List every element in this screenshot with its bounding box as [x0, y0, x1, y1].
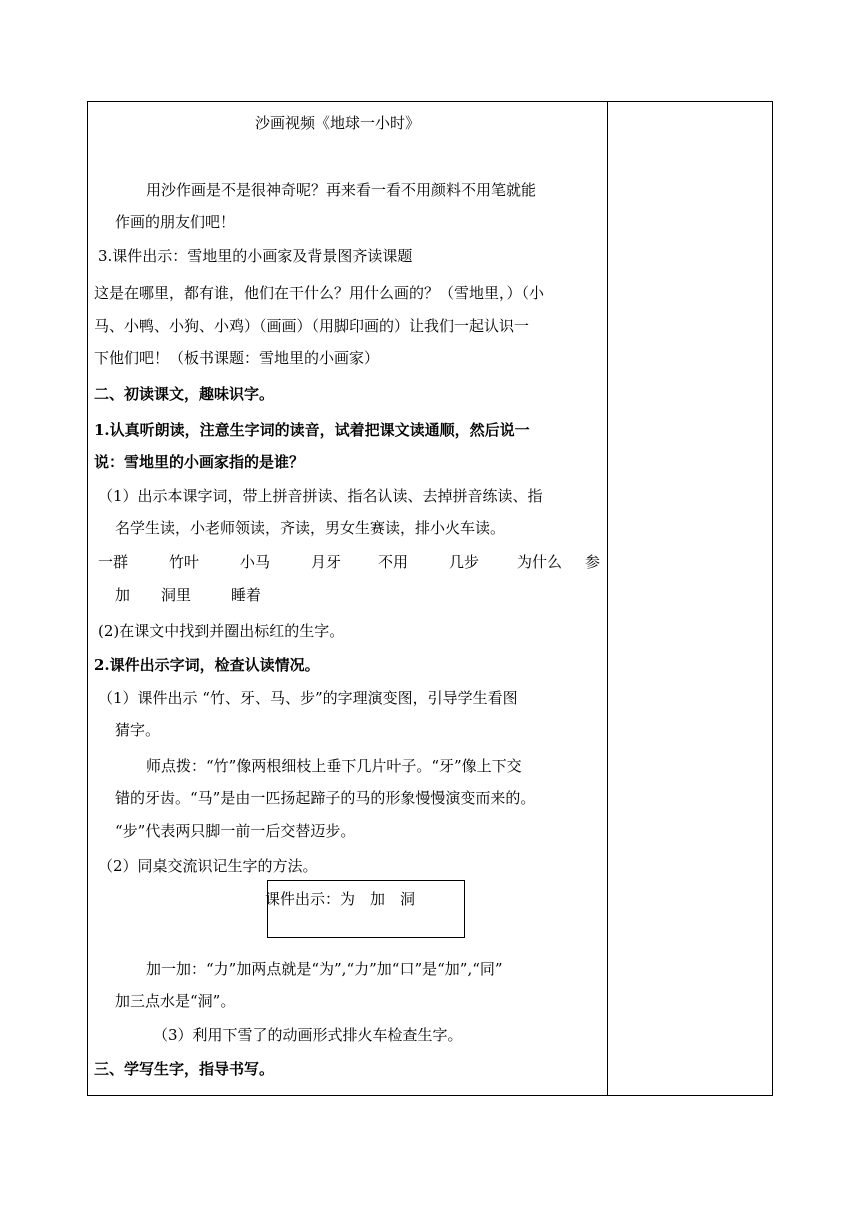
sub5-line: （3）利用下雪了的动画形式排火车检查生字。: [153, 1026, 463, 1044]
para2-line3: 下他们吧！（板书课题：雪地里的小画家）: [94, 349, 380, 367]
word-item: 洞里: [161, 586, 192, 604]
add-note-line2: 加三点水是“洞”。: [115, 992, 236, 1010]
sub2-line: (2)在课文中找到并圈出标红的生字。: [98, 622, 345, 640]
column-divider: [607, 101, 608, 1096]
note1-line3: “步”代表两只脚一前一后交替迈步。: [115, 822, 356, 840]
word-item: 竹叶: [169, 553, 200, 571]
para2-line2: 马、小鸭、小狗、小鸡）（画画）（用脚印画的）让我们一起认识一: [94, 317, 530, 335]
word-item: 睡着: [231, 586, 262, 604]
step2-line: 2.课件出示字词，检查认读情况。: [94, 656, 320, 674]
add-note-line1: 加一加：“力”加两点就是“为”,“力”加“口”是“加”,“同”: [146, 960, 503, 978]
section3-heading: 三、学写生字，指导书写。: [94, 1060, 275, 1078]
word-item: 加: [115, 586, 131, 604]
word-item: 几步: [449, 553, 480, 571]
sub1-line1: （1）出示本课字词，带上拼音拼读、指名认读、去掉拼音练读、指: [98, 487, 543, 505]
para2-line1: 这是在哪里，都有谁，他们在干什么？用什么画的？（雪地里，）（小: [94, 284, 545, 302]
step1-line1: 1.认真听朗读，注意生字词的读音，试着把课文读通顺，然后说一: [94, 421, 530, 439]
note1-line1: 师点拨：“竹”像两根细枝上垂下几片叶子。“牙”像上下交: [146, 757, 522, 775]
step3-line: 3.课件出示：雪地里的小画家及背景图齐读课题: [98, 247, 413, 265]
section2-heading: 二、初读课文，趣味识字。: [94, 385, 275, 403]
word-item: 为什么: [517, 553, 563, 571]
sub1-line2: 名学生读，小老师领读，齐读，男女生赛读，排小火车读。: [115, 519, 506, 537]
word-item: 月牙: [311, 553, 342, 571]
sub3-line2: 猜字。: [115, 721, 161, 739]
sub4-line: （2）同桌交流识记生字的方法。: [98, 857, 318, 875]
note1-line2: 错的牙齿。“马”是由一匹扬起蹄子的马的形象慢慢演变而来的。: [115, 789, 536, 807]
video-title: 沙画视频《地球一小时》: [255, 114, 421, 132]
sub3-line1: （1）课件出示 “竹、牙、马、步”的字理演变图，引导学生看图: [98, 689, 518, 707]
para1-line1: 用沙作画是不是很神奇呢？再来看一看不用颜料不用笔就能: [146, 181, 537, 199]
word-item: 参: [585, 553, 601, 571]
box-text: 课件出示：为 加 洞: [265, 890, 416, 908]
para1-line2: 作画的朋友们吧！: [115, 213, 236, 231]
step1-line2: 说：雪地里的小画家指的是谁？: [94, 453, 305, 471]
word-item: 小马: [240, 553, 271, 571]
word-item: 不用: [378, 553, 409, 571]
word-item: 一群: [98, 553, 129, 571]
